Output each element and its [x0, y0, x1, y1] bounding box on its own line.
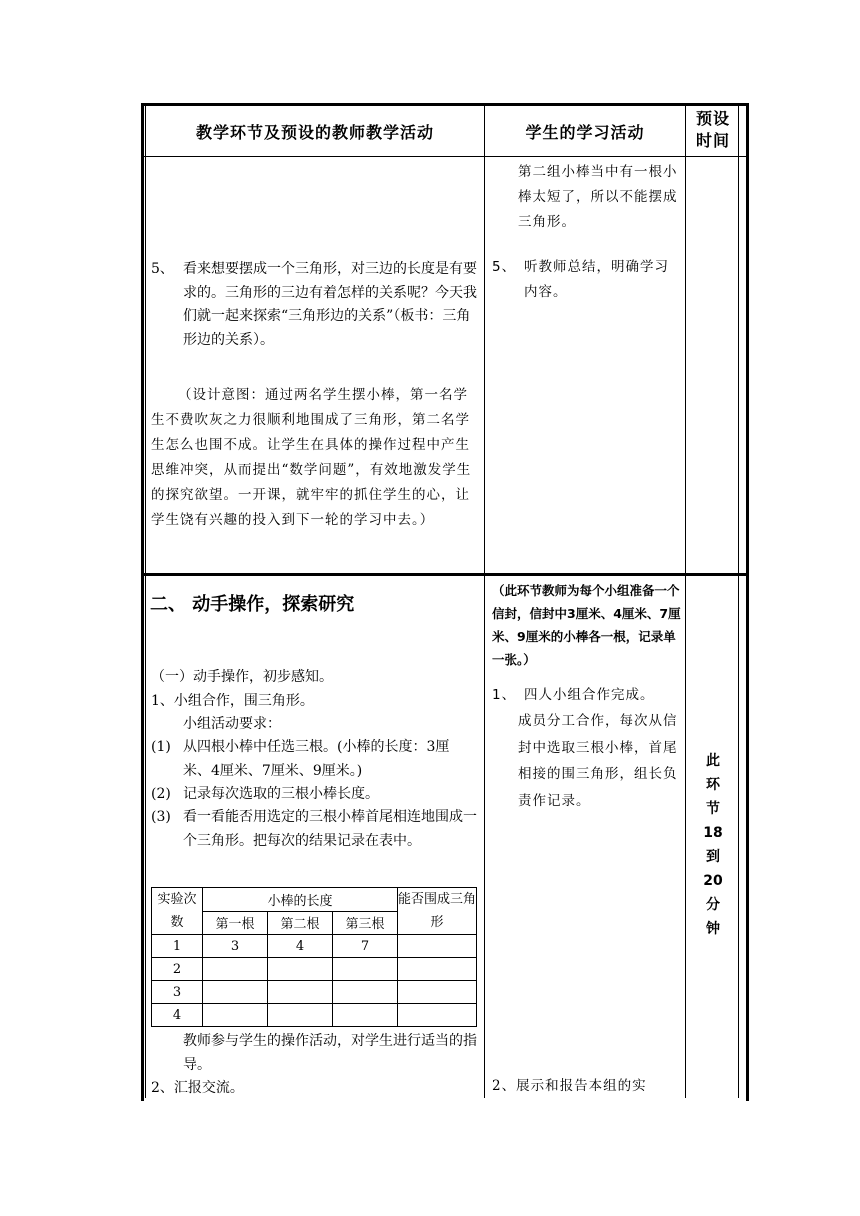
record-header-result: 能否围成三角形: [398, 888, 477, 935]
student-item-5-number: 5、: [492, 259, 517, 275]
student-observation: 第二组小棒当中有一根小棒太短了，所以不能摆成三角形。: [518, 164, 678, 230]
record-cell: [203, 981, 268, 1004]
header-time: 预设时间: [695, 109, 730, 150]
record-header-third: 第三根: [333, 911, 398, 935]
record-cell: [203, 958, 268, 981]
row-divider: [141, 156, 746, 157]
req-1-number: (1): [151, 739, 171, 755]
subsection-title: （一）动手操作，初步感知。: [151, 669, 333, 685]
header-student-activity: 学生的学习活动: [525, 123, 645, 142]
student-item-1-text: 四人小组合作完成。: [524, 687, 655, 703]
record-cell: [398, 981, 477, 1004]
record-cell: 4: [268, 935, 333, 958]
row-divider: [141, 573, 746, 576]
record-table: [151, 887, 477, 1027]
design-intent: （设计意图：通过两名学生摆小棒，第一名学生不费吹灰之力很顺利地围成了三角形，第二名学生怎么也围不成。让学生在具体的操作过程中产生思维冲突，从而提出“数学问题”，有效地激发学生的探究欲望。一开课，就牢牢的抓住学生的心，让学生饶有兴趣的投入到下一轮的学习中去。）: [151, 387, 472, 528]
section-title: 二、 动手操作，探索研究: [150, 594, 355, 615]
column-divider: [685, 103, 686, 1098]
column-divider: [484, 103, 485, 1098]
table-row: [152, 981, 477, 1004]
record-cell: [203, 1004, 268, 1027]
table-row: [152, 935, 477, 958]
time-char: 此: [706, 753, 720, 769]
req-2-text: 记录每次选取的三根小棒长度。: [183, 786, 379, 802]
student-item-1-detail: 成员分工合作，每次从信封中选取三根小棒，首尾相接的围三角形，组长负责作记录。: [518, 713, 678, 809]
header-teacher-activity: 教学环节及预设的教师教学活动: [195, 123, 434, 142]
student-prep-note: （此环节教师为每个小组准备一个信封，信封中3厘米、4厘米、7厘米、9厘米的小棒各一根，记录单一张。）: [492, 583, 681, 667]
item-5-number: 5、: [151, 261, 174, 277]
step-2: 2、汇报交流。: [151, 1080, 244, 1096]
record-cell: 4: [152, 1004, 203, 1027]
record-cell: [333, 958, 398, 981]
teacher-note: 教师参与学生的操作活动，对学生进行适当的指导。: [183, 1033, 477, 1073]
inner-border: [738, 103, 739, 1098]
table-row: [152, 958, 477, 981]
time-char: 18: [703, 825, 723, 841]
record-cell: [268, 1004, 333, 1027]
record-cell: 2: [152, 958, 203, 981]
record-header-length: 小棒的长度: [203, 888, 398, 912]
record-cell: 1: [152, 935, 203, 958]
time-char: 20: [703, 873, 723, 889]
record-cell: [398, 958, 477, 981]
record-cell: [398, 1004, 477, 1027]
record-cell: [333, 1004, 398, 1027]
record-cell: 7: [333, 935, 398, 958]
req-1-text: 从四根小棒中任选三根。(小棒的长度：3厘米、4厘米、7厘米、9厘米。): [183, 739, 450, 779]
student-item-1-number: 1、: [492, 687, 517, 703]
record-header-first: 第一根: [203, 911, 268, 935]
record-cell: [398, 935, 477, 958]
item-5-text: 看来想要摆成一个三角形，对三边的长度是有要求的。三角形的三边有着怎样的关系呢？今天我们就一起来探索“三角形边的关系”（板书：三角形边的关系）。: [183, 261, 477, 348]
time-char: 环: [706, 777, 720, 793]
time-allocation: [689, 749, 737, 941]
time-char: 到: [706, 849, 720, 865]
time-char: 节: [706, 801, 720, 817]
record-cell: [268, 958, 333, 981]
record-header-trial: 实验次数: [152, 888, 203, 935]
step-1: 1、小组合作，围三角形。: [151, 693, 314, 709]
time-char: 钟: [706, 921, 720, 937]
inner-border: [145, 103, 146, 1098]
time-char: 分: [706, 897, 720, 913]
student-item-5-text: 听教师总结，明确学习内容。: [524, 259, 669, 300]
record-header-second: 第二根: [268, 911, 333, 935]
requirements-title: 小组活动要求：: [183, 716, 281, 732]
record-cell: [268, 981, 333, 1004]
record-cell: 3: [203, 935, 268, 958]
student-item-2-text: 2、展示和报告本组的实: [492, 1078, 647, 1094]
req-2-number: (2): [151, 786, 171, 802]
record-cell: [333, 981, 398, 1004]
req-3-text: 看一看能否用选定的三根小棒首尾相连地围成一个三角形。把每次的结果记录在表中。: [183, 809, 477, 849]
table-row: [152, 1004, 477, 1027]
req-3-number: (3): [151, 809, 171, 825]
record-cell: 3: [152, 981, 203, 1004]
